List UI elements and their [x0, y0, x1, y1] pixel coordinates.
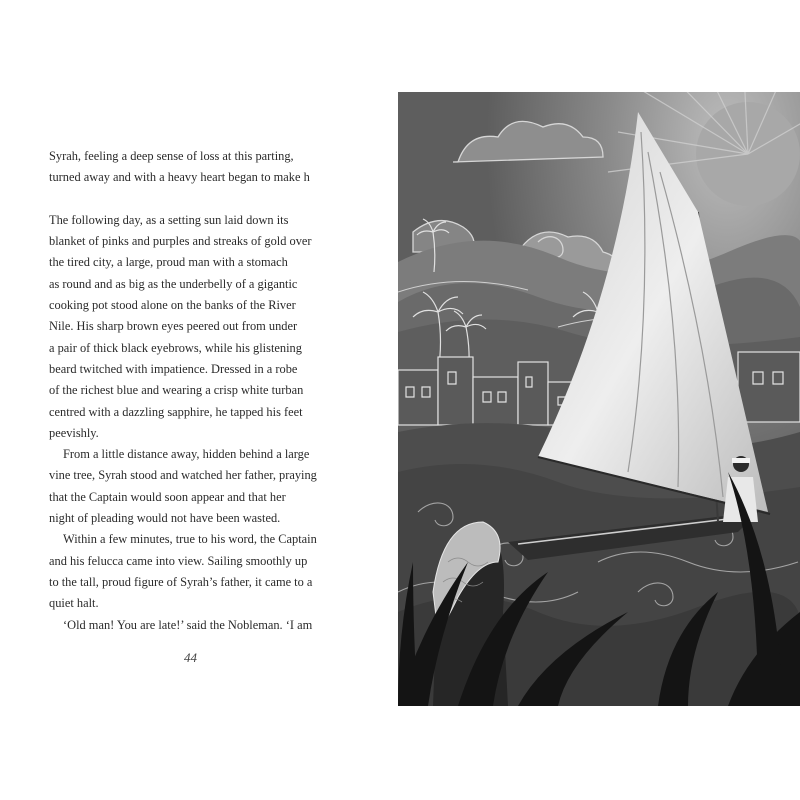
- text-line: to the tall, proud figure of Syrah’s father, it came to a: [49, 574, 313, 589]
- paragraph-4: [49, 529, 336, 614]
- text-line: Syrah, feeling a deep sense of loss at this parting,: [49, 149, 294, 163]
- text-line: Nile. His sharp brown eyes peered out from under: [49, 319, 298, 334]
- illustration-art: [398, 92, 800, 706]
- text-line: beard twitched with impatience. Dressed in a robe: [49, 361, 298, 376]
- text-line: that the Captain would soon appear and that her: [49, 489, 286, 504]
- text-line: and his felucca came into view. Sailing smoothly up: [49, 553, 308, 568]
- text-line: blanket of pinks and purples and streaks of gold over: [49, 234, 312, 249]
- text-line: turned away and with a heavy heart began to make h: [49, 170, 310, 185]
- text-line: centred with a dazzling sapphire, he tapped his feet: [49, 404, 303, 419]
- text-line: of the richest blue and wearing a crisp white turban: [49, 383, 304, 398]
- text-line: Within a few minutes, true to his word, the Captain: [63, 532, 317, 547]
- text-page: [49, 146, 336, 636]
- text-line: ‘Old man! You are late!’ said the Nobleman. ‘I am: [63, 617, 313, 632]
- paragraph-5: [49, 615, 336, 636]
- text-line: cooking pot stood alone on the banks of the River: [49, 298, 296, 313]
- text-line: night of pleading would not have been wasted.: [49, 511, 281, 526]
- felucca-illustration: [398, 92, 800, 706]
- text-line: as round and as big as the underbelly of a gigantic: [49, 276, 298, 291]
- page-number: 44: [184, 650, 197, 665]
- text-line: vine tree, Syrah stood and watched her father, praying: [49, 468, 317, 483]
- text-line: quiet halt.: [49, 596, 99, 611]
- text-line: a pair of thick black eyebrows, while his glistening: [49, 340, 302, 355]
- paragraph-2: [49, 210, 336, 444]
- text-line: peevishly.: [49, 425, 99, 440]
- text-line: From a little distance away, hidden behind a large: [63, 447, 310, 462]
- text-line: The following day, as a setting sun laid down its: [49, 212, 289, 227]
- paragraph-1: [49, 146, 336, 189]
- text-line: the tired city, a large, proud man with a stomach: [49, 255, 288, 270]
- paragraph-3: [49, 444, 336, 529]
